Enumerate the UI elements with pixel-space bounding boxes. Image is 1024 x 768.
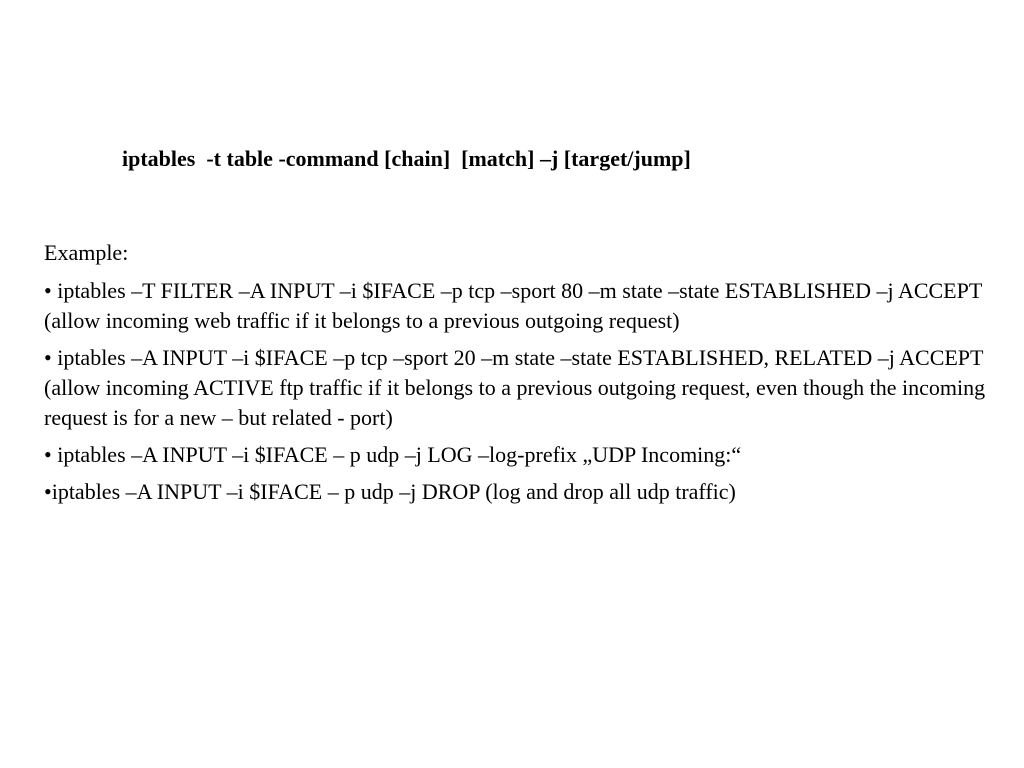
example-label: Example: — [44, 240, 129, 265]
slide-body — [44, 238, 994, 514]
bullet-item: • iptables –A INPUT –i $IFACE –p tcp –sport 20 –m state –state ESTABLISHED, RELATED –j ACCEPT (allow incoming ACTIVE ftp traffic if it belongs to a previous outgoing request, even though the incoming request is for a new – but related - port) — [44, 345, 986, 430]
bullet-item: • iptables –T FILTER –A INPUT –i $IFACE –p tcp –sport 80 –m state –state ESTABLISHED –j ACCEPT (allow incoming web traffic if it belongs to a previous outgoing request) — [44, 278, 982, 333]
bullet-item: • iptables –A INPUT –i $IFACE – p udp –j LOG –log-prefix „UDP Incoming:“ — [44, 442, 742, 467]
bullet-item: •iptables –A INPUT –i $IFACE – p udp –j DROP (log and drop all udp traffic) — [44, 479, 736, 504]
syntax-heading: iptables -t table -command [chain] [match] –j [target/jump] — [122, 146, 691, 171]
